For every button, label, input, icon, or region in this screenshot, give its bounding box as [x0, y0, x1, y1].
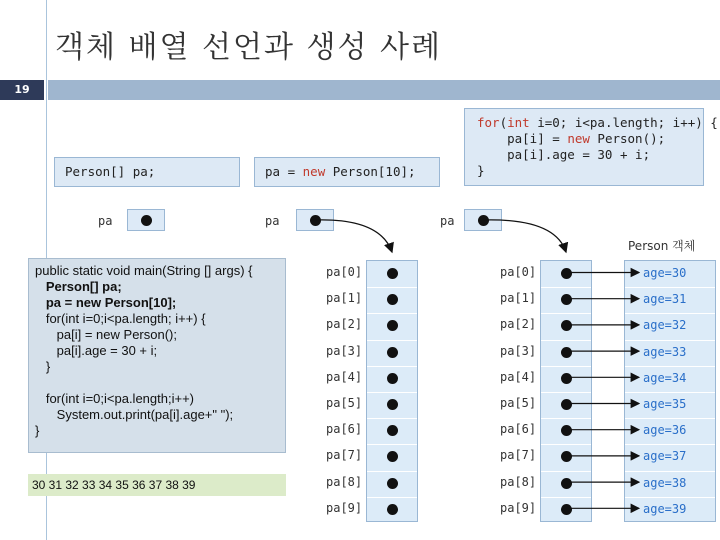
pa-label-2: pa [265, 214, 280, 228]
main-code-line: pa = new Person[10]; [35, 295, 177, 310]
person-age-value: age=37 [643, 449, 687, 464]
main-code-line: public static void main(String [] args) { [35, 263, 253, 278]
main-code-line: } [35, 359, 51, 374]
person-object-label: Person 객체 [628, 239, 696, 253]
main-code-line: } [35, 423, 40, 438]
array-index-label: pa[4] [500, 369, 537, 384]
array-index-label: pa[2] [326, 317, 363, 332]
person-age-value: age=35 [643, 397, 687, 411]
page-number: 19 [0, 80, 44, 100]
array-index-label: pa[0] [326, 265, 363, 279]
array-index-label: pa[7] [326, 448, 363, 463]
array-index-label: pa[8] [500, 474, 537, 489]
array-index-label: pa[9] [326, 500, 363, 515]
person-age-value: age=32 [643, 318, 687, 333]
person-age-value: age=36 [643, 423, 687, 438]
main-code-line: System.out.print(pa[i].age+" "); [35, 407, 234, 422]
person-age-value: age=39 [643, 501, 687, 516]
array-index-label: pa[0] [500, 265, 537, 279]
loop-code-line: pa[i].age = 30 + i; [477, 147, 651, 162]
pa-label-3: pa [440, 214, 455, 228]
arrow-pa-to-array-1 [315, 220, 392, 252]
person-age-value: age=38 [643, 475, 687, 490]
array-index-label: pa[6] [500, 422, 537, 437]
array-index-label: pa[2] [500, 317, 537, 332]
array-index-label: pa[4] [326, 369, 363, 384]
loop-code-line: } [477, 163, 485, 178]
person-age-value: age=33 [643, 344, 687, 359]
person-age-value: age=30 [643, 266, 687, 280]
main-code-line: for(int i=0;i<pa.length; i++) { [35, 311, 206, 326]
array-index-label: pa[1] [500, 291, 537, 306]
array-index-label: pa[3] [326, 343, 363, 358]
loop-code-line: pa[i] = new Person(); [477, 131, 666, 146]
main-code-box [28, 258, 286, 453]
pa-label-1: pa [98, 214, 113, 228]
main-code-line [35, 375, 279, 391]
program-output: 30 31 32 33 34 35 36 37 38 39 [28, 474, 286, 496]
main-code-line: pa[i].age = 30 + i; [35, 343, 158, 358]
array-index-label: pa[7] [500, 448, 537, 463]
slide-title: 객체 배열 선언과 생성 사례 [55, 30, 442, 65]
array-index-label: pa[6] [326, 422, 363, 437]
array-index-label: pa[9] [500, 500, 537, 515]
array-index-label: pa[5] [500, 396, 537, 410]
create-code-text: pa = new Person[10]; [265, 164, 416, 179]
array-index-label: pa[1] [326, 291, 363, 306]
declare-code-text: Person[] pa; [65, 164, 156, 179]
person-age-value: age=31 [643, 292, 687, 307]
array-index-label: pa[3] [500, 343, 537, 358]
main-code-line: for(int i=0;i<pa.length;i++) [35, 391, 194, 406]
loop-code-line: for(int i=0; i<pa.length; i++) { [477, 115, 718, 130]
arrow-pa-to-array-2 [483, 220, 566, 252]
main-code-line: pa[i] = new Person(); [35, 327, 177, 342]
array-index-label: pa[8] [326, 474, 363, 489]
array-index-label: pa[5] [326, 396, 363, 410]
person-age-value: age=34 [643, 370, 687, 385]
main-code-line: Person[] pa; [35, 279, 122, 294]
